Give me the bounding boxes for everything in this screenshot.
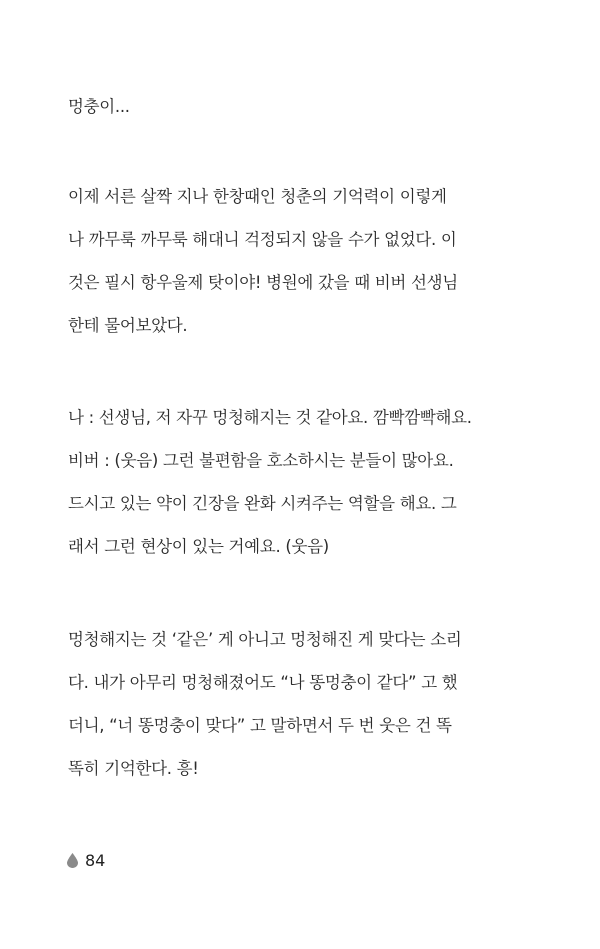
text-line: 것은 필시 항우울제 탓이야! 병원에 갔을 때 비버 선생님 xyxy=(68,273,458,292)
page-title: 멍충이... xyxy=(68,97,130,116)
text-line: 멍청해지는 것 ‘같은’ 게 아니고 멍청해진 게 맞다는 소리 xyxy=(68,630,462,649)
text-line: 드시고 있는 약이 긴장을 완화 시켜주는 역할을 해요. 그 xyxy=(68,494,457,513)
page-footer xyxy=(67,851,105,870)
text-line: 한테 물어보았다. xyxy=(68,316,188,335)
page-number: 84 xyxy=(85,851,106,870)
text-line: 더니, “너 똥멍충이 맞다” 고 말하면서 두 번 웃은 건 똑 xyxy=(68,716,452,735)
text-line: 래서 그런 현상이 있는 거예요. (웃음) xyxy=(68,537,329,556)
text-line: 나 까무룩 까무룩 해대니 걱정되지 않을 수가 없었다. 이 xyxy=(68,230,457,249)
text-line: 다. 내가 아무리 멍청해졌어도 “나 똥멍충이 같다” 고 했 xyxy=(68,673,458,692)
text-line: 이제 서른 살짝 지나 한창때인 청춘의 기억력이 이렇게 xyxy=(68,187,447,206)
text-line: 똑히 기억한다. 흥! xyxy=(68,759,199,778)
text-line: 비버 : (웃음) 그런 불편함을 호소하시는 분들이 많아요. xyxy=(68,451,454,470)
text-line: 나 : 선생님, 저 자꾸 멍청해지는 것 같아요. 깜빡깜빡해요. xyxy=(68,408,472,427)
water-drop-icon xyxy=(67,853,78,868)
